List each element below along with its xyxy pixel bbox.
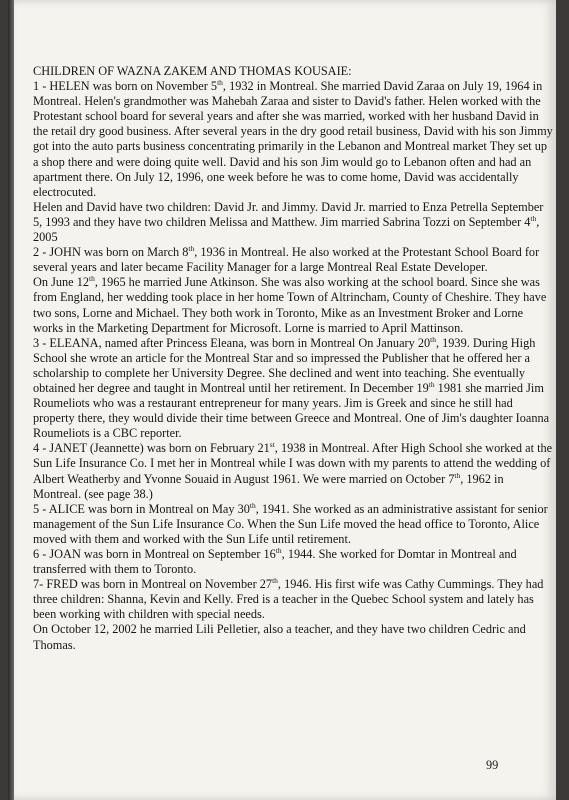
ordinal-suffix: th (530, 213, 537, 223)
section-title: CHILDREN OF WAZNA ZAKEM AND THOMAS KOUSAIE: (33, 64, 352, 78)
page-body (33, 64, 553, 653)
ordinal-suffix: th (217, 78, 223, 87)
paragraph: 1 - HELEN was born on November 5th, 1932 in Montreal. She married David Zaraa on July 19, 1964 in Montreal. Helen's grandmother was Mahebah Zaraa and sister to David's father. Helen worked with the Protestant school board for several years and after she was married, worked with her husband David in the retail dry good business. After several years in the dry good retail business, David with his son Jimmy got into the auto parts business concentrating primarily in the Lebanon and Montreal market They set up a shop there and were doing quite well. David and his son Jim would go to Lebanon often and had an apartment there. On July 12, 1996, one week before he was to come home, David was accidentally electrocuted. (33, 78, 553, 199)
paragraph: 3 - ELEANA, named after Princess Eleana, was born in Montreal On January 20th, 1939. During High School she wrote an article for the Montreal Star and so impressed the Publisher that he offered her a scholarship to complete her University Degree. She declined and went into teaching. She eventually obtained her degree and taught in Montreal until her retirement. In December 19th 1981 she married Jim Roumeliots who was a restaurant entrepreneur for many years. Jim is Greek and since he still had property there, they would divide their time between Greece and Montreal. One of Jim's daughter Ioanna Roumeliots is a CBC reporter. (33, 334, 550, 441)
paragraph: On June 12th, 1965 he married June Atkinson. She was also working at the school board. Since she was from England, her wedding took place in her home Town of Altrincham, County of Cheshire. They have two sons, Lorne and Michael. They both work in Toronto, Mike as an Investment Broker and Lorne works in the Marketing Department for Microsoft. Lorne is married to April Mattinson. (33, 274, 547, 335)
ordinal-suffix: th (89, 274, 95, 284)
paragraph: 7- FRED was born in Montreal on November 27th, 1946. His first wife was Cathy Cummings. They had three children: Shanna, Kevin and Kelly. Fred is a teacher in the Quebec School system and lately has been working with children with special needs. (33, 576, 544, 622)
paragraph: 5 - ALICE was born in Montreal on May 30th, 1941. She worked as an administrative assistant for senior management of the Sun Life Insurance Co. When the Sun Life moved the head office to Toronto, Alice moved with them and worked with the Sun Life until retirement. (33, 500, 548, 546)
ordinal-suffix: th (275, 545, 282, 555)
page-number: 99 (486, 758, 499, 772)
ordinal-suffix: th (272, 576, 278, 586)
ordinal-suffix: th (249, 500, 256, 510)
ordinal-suffix: th (188, 244, 195, 254)
paragraph: 4 - JANET (Jeannette) was born on February 21st, 1938 in Montreal. After High School she worked at the Sun Life Insurance Co. I met her in Montreal while I was down with my parents to attend the wedding of Albert Weatherby and Yvonne Souaid in August 1961. We were married on October 7th, 1962 in Montreal. (see page 38.) (33, 440, 553, 501)
paragraph: Helen and David have two children: David Jr. and Jimmy. David Jr. married to Enza Petrella September 5, 1993 and they have two children Melissa and Matthew. Jim married Sabrina Tozzi on September 4th, 2005 (33, 199, 544, 245)
paragraph: 6 - JOAN was born in Montreal on September 16th, 1944. She worked for Domtar in Montreal and transferred with them to Toronto. (33, 545, 517, 577)
paragraph: On October 12, 2002 he married Lili Pelletier, also a teacher, and they have two children Cedric and Thomas. (33, 622, 526, 652)
ordinal-suffix: th (430, 334, 436, 344)
document-page (8, 0, 556, 800)
ordinal-suffix: th (428, 379, 435, 389)
page-binding-edge (8, 0, 14, 800)
ordinal-suffix: st (269, 440, 275, 450)
ordinal-suffix: th (454, 470, 461, 480)
paragraph: 2 - JOHN was born on March 8th, 1936 in Montreal. He also worked at the Protestant School Board for several years and later became Facility Manager for a large Montreal Real Estate Developer. (33, 244, 540, 275)
paragraph-list (33, 79, 553, 653)
